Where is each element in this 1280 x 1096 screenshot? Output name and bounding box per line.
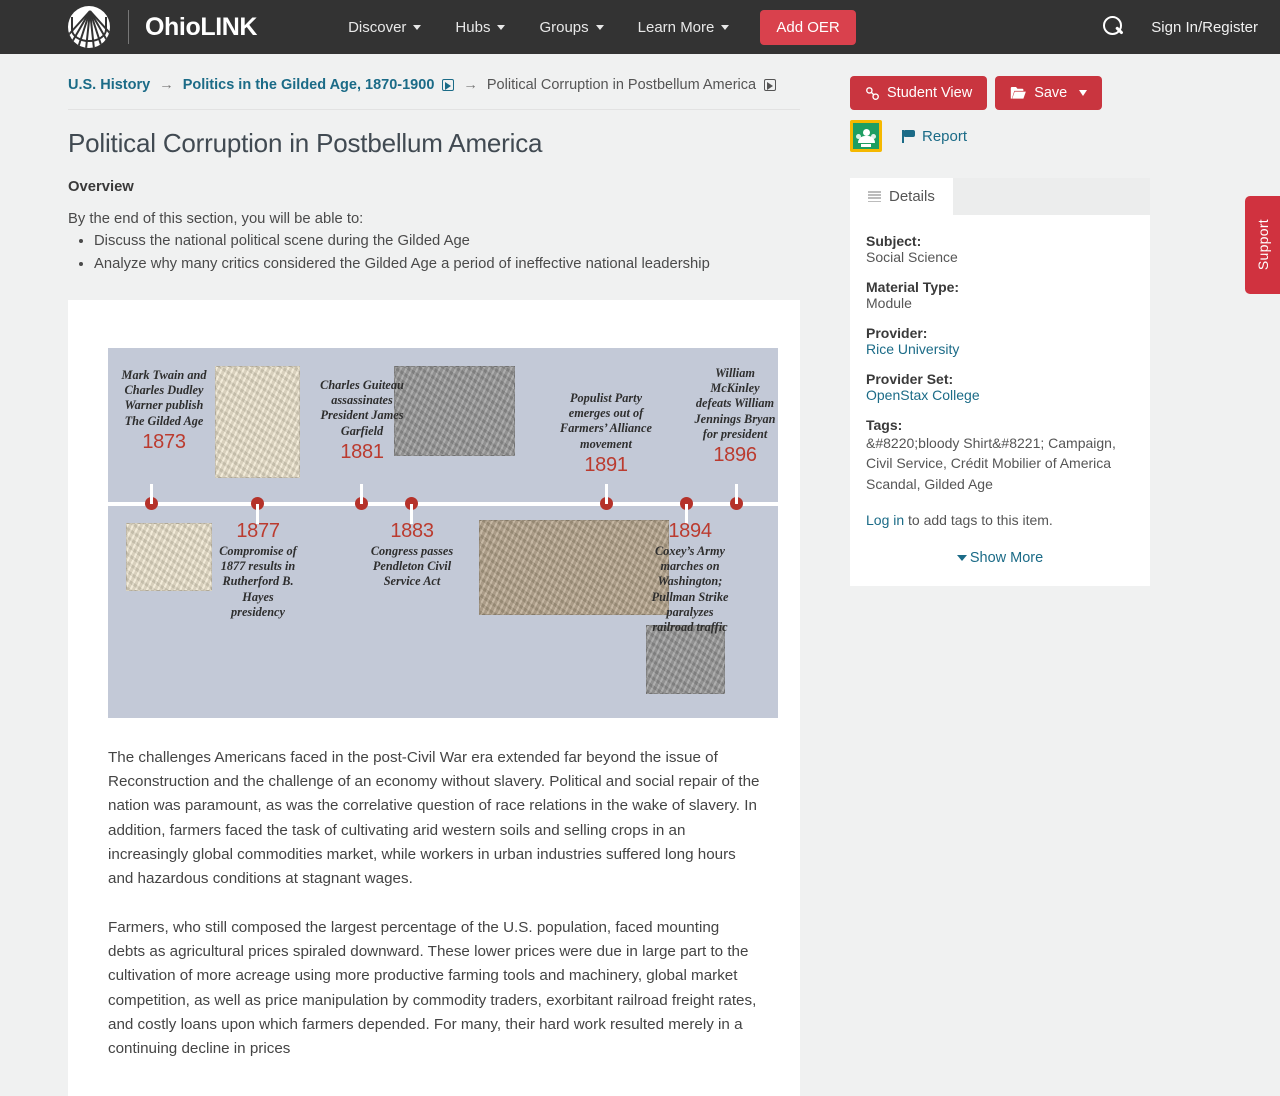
list-item: • Discuss the national political scene during the Gilded Age xyxy=(94,233,800,249)
login-rest-text: to add tags to this item. xyxy=(904,511,1053,528)
material-type-value: Module xyxy=(866,295,912,311)
details-panel xyxy=(850,215,1150,586)
nav-right-group xyxy=(1103,16,1258,38)
log-in-link[interactable]: Log in xyxy=(866,511,905,528)
timeline-event-text: Charles Guiteau assassinates President James Garfield xyxy=(320,377,404,438)
chevron-down-icon xyxy=(497,25,505,30)
timeline-event-text: William McKinley defeats William Jennings Bryan for president xyxy=(694,365,776,441)
support-tab[interactable] xyxy=(1245,196,1280,294)
student-view-label: Student View xyxy=(887,85,973,101)
google-classroom-icon[interactable] xyxy=(850,120,882,152)
timeline-event-text: Mark Twain and Charles Dudley Warner publish The Gilded Age xyxy=(121,367,207,428)
save-label: Save xyxy=(1034,85,1068,101)
tags-value: &#8220;bloody Shirt&#8221; Campaign, Civil Service, Crédit Mobilier of America Scandal, Gilded Age xyxy=(866,435,1116,492)
provider-value-link[interactable]: Rice University xyxy=(866,341,960,357)
timeline-event-1883 xyxy=(370,520,454,590)
side-column xyxy=(820,76,1220,1096)
action-buttons-row xyxy=(850,76,1150,110)
timeline-image-newspaper-page xyxy=(126,523,212,591)
nav-item-discover-label: Discover xyxy=(348,18,407,36)
timeline-event-year: 1881 xyxy=(340,440,384,463)
breadcrumb-item-politics-gilded-age[interactable]: Politics in the Gilded Age, 1870-1900 xyxy=(182,77,435,93)
show-more-label: Show More xyxy=(969,549,1044,566)
timeline-event-year: 1883 xyxy=(390,519,434,542)
logo-divider xyxy=(128,10,129,44)
timeline-event-year: 1891 xyxy=(584,453,628,476)
breadcrumb-separator: → xyxy=(159,77,174,93)
tabstrip-filler xyxy=(953,178,1150,215)
timeline-event-year: 1877 xyxy=(236,519,280,542)
provider-label: Provider: xyxy=(866,325,928,341)
timeline-axis xyxy=(108,502,778,506)
body-paragraph: The challenges Americans faced in the post-Civil War era extended far beyond the issue of Reconstruction and the challenge of an economy without slavery. Political and social repair of the nation was paramount, as was the correlative question of race relations in the wake of slavery. In addition, farmers faced the task of cultivating arid western soils and selling crops in an increasingly global commodities market, while workers in urban industries suffered long hours and hazardous conditions at stagnant wages. xyxy=(108,748,760,888)
external-link-icon[interactable] xyxy=(764,79,776,91)
timeline-event-year: 1896 xyxy=(713,444,757,467)
support-tab-label: Support xyxy=(1254,219,1271,271)
secondary-actions-row xyxy=(850,120,1150,152)
external-link-icon[interactable] xyxy=(442,79,454,91)
breadcrumb-separator: → xyxy=(463,77,478,93)
gilded-age-timeline-figure xyxy=(108,348,778,718)
timeline-tick xyxy=(735,484,738,504)
list-icon xyxy=(868,191,881,202)
breadcrumb-item-current: Political Corruption in Postbellum America xyxy=(486,77,757,93)
provider-set-label: Provider Set: xyxy=(866,371,954,387)
nav-item-groups[interactable] xyxy=(522,11,620,44)
flag-icon xyxy=(902,130,916,143)
timeline-event-1877 xyxy=(216,520,300,620)
ohiolink-logo-icon xyxy=(68,6,110,48)
top-navbar xyxy=(0,0,1280,54)
chevron-down-icon xyxy=(721,25,729,30)
main-column xyxy=(0,76,820,1096)
show-more-button[interactable] xyxy=(866,550,1134,566)
caret-down-icon xyxy=(1079,90,1087,96)
nav-links xyxy=(331,10,856,45)
save-button[interactable] xyxy=(995,76,1102,110)
timeline-event-1891 xyxy=(558,391,654,477)
add-oer-button[interactable]: Add OER xyxy=(760,10,855,45)
folder-open-icon xyxy=(1010,86,1027,100)
timeline-image-gilded-age-book xyxy=(215,366,300,478)
provider-set-value-link[interactable]: OpenStax College xyxy=(866,387,980,403)
nav-item-hubs-label: Hubs xyxy=(455,18,491,36)
timeline-event-1873 xyxy=(118,368,210,454)
search-icon[interactable] xyxy=(1103,16,1125,38)
objectives-list xyxy=(68,233,800,272)
chevron-down-icon xyxy=(413,25,421,30)
timeline-event-year: 1894 xyxy=(668,519,712,542)
page-title: Political Corruption in Postbellum America xyxy=(68,127,543,158)
timeline-image-garfield-assassination xyxy=(394,366,515,456)
overview-lead: By the end of this section, you will be able to: xyxy=(68,210,364,227)
timeline-event-text: Populist Party emerges out of Farmers’ Alliance movement xyxy=(560,390,652,451)
tab-details[interactable] xyxy=(850,178,953,215)
timeline-event-1894 xyxy=(645,520,735,635)
brand-name: OhioLINK xyxy=(145,12,258,41)
overview-heading: Overview xyxy=(68,178,134,195)
student-view-button[interactable] xyxy=(850,76,987,110)
body-paragraph: Farmers, who still composed the largest percentage of the U.S. population, faced mounting debts as agricultural prices spiraled downward. These lower prices were due in large part to the cultivation of more acreage using more productive farming tools and machinery, global market competition, as well as price manipulation by commodity traders, exorbitant railroad freight rates, and costly loans upon which farmers depended. For many, their hard work resulted merely in a continuing decline in prices xyxy=(108,918,757,1058)
tab-details-label: Details xyxy=(889,188,935,205)
chevron-down-icon xyxy=(596,25,604,30)
breadcrumb-item-us-history[interactable]: U.S. History xyxy=(68,77,151,93)
nav-item-groups-label: Groups xyxy=(539,18,589,36)
timeline-event-text: Congress passes Pendleton Civil Service Act xyxy=(370,543,454,589)
nav-item-discover[interactable] xyxy=(331,11,438,44)
timeline-event-text: Coxey’s Army marches on Washington; Pullman Strike paralyzes railroad traffic xyxy=(651,543,729,635)
timeline-event-year: 1873 xyxy=(142,430,186,453)
timeline-tick xyxy=(605,484,608,504)
details-tabstrip xyxy=(850,178,1150,215)
subject-value: Social Science xyxy=(866,249,958,265)
timeline-event-text: Compromise of 1877 results in Rutherford B. Hayes presidency xyxy=(219,543,297,619)
subject-label: Subject: xyxy=(866,233,922,249)
resource-content-card xyxy=(68,300,800,1096)
nav-item-learn-more-label: Learn More xyxy=(637,18,715,36)
tags-label: Tags: xyxy=(866,417,903,433)
breadcrumb xyxy=(68,76,800,110)
timeline-event-1896 xyxy=(693,366,777,467)
material-type-label: Material Type: xyxy=(866,279,960,295)
report-label: Report xyxy=(922,127,968,145)
timeline-tick xyxy=(360,484,363,504)
chevron-down-icon xyxy=(957,555,967,561)
nav-item-learn-more[interactable] xyxy=(621,11,747,44)
timeline-image-crowd-photo xyxy=(479,520,669,615)
login-to-tag-line xyxy=(866,512,1134,528)
sign-in-register-link[interactable]: Sign In/Register xyxy=(1151,18,1258,36)
timeline-tick xyxy=(150,484,153,504)
report-link[interactable] xyxy=(902,128,967,145)
page-body xyxy=(0,54,1280,1096)
brand-logo[interactable] xyxy=(68,6,257,48)
link-chain-icon xyxy=(865,86,880,101)
timeline-event-1881 xyxy=(316,378,408,464)
nav-item-hubs[interactable] xyxy=(438,11,522,44)
list-item: • Analyze why many critics considered the Gilded Age a period of ineffective national leadership xyxy=(94,256,800,272)
